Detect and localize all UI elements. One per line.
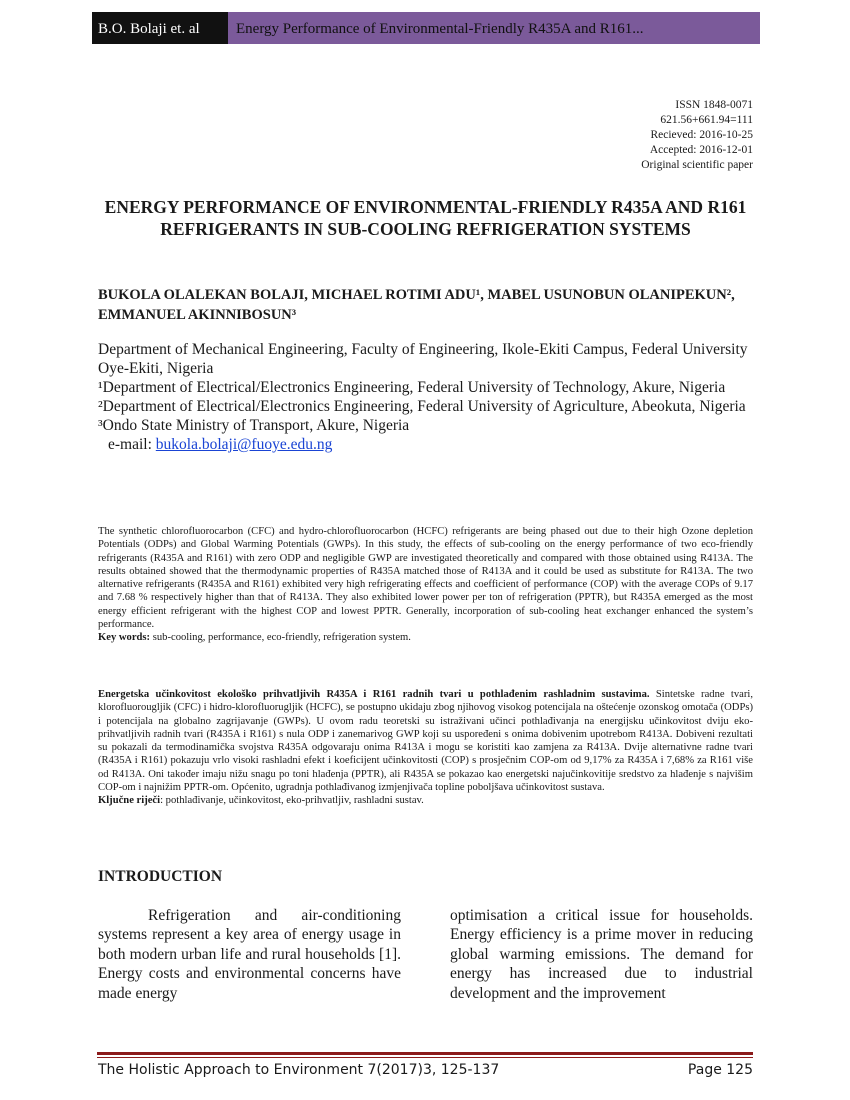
abstract-text: The synthetic chlorofluorocarbon (CFC) and hydro-chlorofluorocarbon (HCFC) refrigerants are being phased out due to their high Ozone depletion Potentials (ODPs) and Global Warming Potentials (GWPs). In this study, the effects of sub-cooling on the energy performance of two eco-friendly refrigerants (R435A and R161) with zero ODP and negligible GWP are investigated theoretically and compared with those obtained using R413A. The results obtained showed that the thermodynamic properties of R435A matched those of R413A and it could be used as substitute for R413A. The two alternative refrigerants (R435A and R161) exhibited very high refrigerating effects and coefficient of performance (COP) with the average COPs of 9.17 and 7.68 % respectively higher than that of R413A. They also exhibited lower power per ton of refrigeration (PPTR), but R435A emerged as the most energy efficient refrigerant with the highest COP and lowest PPTR. Generally, incorporation of sub-cooling heat exchanger enhanced the system’s performance.	[98, 526, 753, 631]
footer-page-number: Page 125	[687, 1062, 753, 1078]
abstract-english	[98, 525, 753, 645]
footer-journal-citation: The Holistic Approach to Environment 7(2017)3, 125-137	[98, 1062, 500, 1078]
affiliation: ³Ondo State Ministry of Transport, Akure, Nigeria	[98, 417, 410, 434]
intro-column-left: Refrigeration and air-conditioning systems represent a key area of energy usage in both modern urban life and rural households [1]. Energy costs and environmental concerns have made energy	[98, 907, 401, 1002]
email-label: e-mail:	[108, 436, 156, 453]
running-header-title: Energy Performance of Environmental-Friendly R435A and R161...	[228, 12, 760, 44]
paper-title: ENERGY PERFORMANCE OF ENVIRONMENTAL-FRIENDLY R435A AND R161 REFRIGERANTS IN SUB-COOLING REFRIGERATION SYSTEMS	[104, 197, 747, 239]
udc-code: 621.56+661.94=111	[660, 114, 753, 126]
keywords-text: sub-cooling, performance, eco-friendly, refrigeration system.	[150, 632, 411, 644]
email-link[interactable]: bukola.bolaji@fuoye.edu.ng	[155, 436, 333, 453]
affiliation: ¹Department of Electrical/Electronics Engineering, Federal University of Technology, Akure, Nigeria	[98, 379, 726, 396]
section-heading-introduction: INTRODUCTION	[98, 868, 223, 885]
keywords-croatian-label: Ključne riječi	[98, 795, 161, 807]
keywords-croatian-text: : pothlađivanje, učinkovitost, eko-prihvatljiv, rashladni sustav.	[160, 795, 424, 807]
footer-divider-thin	[97, 1057, 753, 1058]
abstract-croatian	[98, 688, 753, 808]
email-line	[98, 435, 753, 454]
accepted-date: Accepted: 2016-12-01	[649, 144, 753, 156]
running-header	[92, 12, 760, 44]
running-header-authors: B.O. Bolaji et. al	[92, 12, 228, 44]
footer-divider	[97, 1052, 753, 1055]
intro-column-right: optimisation a critical issue for households. Energy efficiency is a prime mover in reducing global warming emissions. The demand for energy has increased due to industrial development and the improvement	[450, 907, 753, 1002]
article-metadata	[641, 98, 753, 173]
paper-type: Original scientific paper	[641, 159, 753, 171]
abstract-croatian-title: Energetska učinkovitost ekološko prihvatljivih R435A i R161 radnih tvari u pothlađenim rashladnim sustavima.	[98, 689, 650, 700]
issn: ISSN 1848-0071	[675, 99, 753, 111]
keywords-label: Key words:	[98, 632, 151, 644]
affiliation: Department of Mechanical Engineering, Faculty of Engineering, Ikole-Ekiti Campus, Federal University Oye-Ekiti, Nigeria	[98, 341, 748, 377]
affiliations	[98, 340, 753, 454]
affiliation: ²Department of Electrical/Electronics Engineering, Federal University of Agriculture, Abeokuta, Nigeria	[98, 398, 746, 415]
abstract-croatian-text: Sintetske radne tvari, klorofluorougljik (CFC) i hidro-klorofluorugljik (HCFC), se postupno ukidaju zbog njihovog visokog potencijala na oštećenje ozonskog omotača (ODPs) i potencijala na globalno zagrijavanje (GWPs). U ovom radu teoretski su istraživani učinci pothlađivanja na energijsku učinkovitost dviju eko-prihvatljivih radnih tvari (R435A i R161) s nula ODP i zanemarivog GWP koji su uspoređeni s onima dobivenim upotrebom R413A. Dobiveni rezultati su pokazali da termodinamička svojstva R435A odgovaraju onima R413A i mogu se koristiti kao zamjena za R413A. Dvije alternativne radne tvari (R435A i R161) pokazuju vrlo visoki rashladni efekt i koeficijent učinkovitosti (COP) s prosječnim COP-om od 9,17% za R435A i 7,68% za R161 više od R413A. Oni također imaju nižu snagu po toni hlađenja (PPTR), ali R435A se pokazao kao energetski najučinkovitije sredstvo za hlađenje s najvišim COP-om i najnižim PPTR-om. Općenito, ugradnja pothlađivanog izmjenjivača topline poboljšava učinkovitost sustava.	[98, 689, 753, 794]
author-list: BUKOLA OLALEKAN BOLAJI, MICHAEL ROTIMI ADU¹, MABEL USUNOBUN OLANIPEKUN², EMMANUEL AKINNIBOSUN³	[98, 287, 735, 323]
received-date: Recieved: 2016-10-25	[650, 129, 753, 141]
